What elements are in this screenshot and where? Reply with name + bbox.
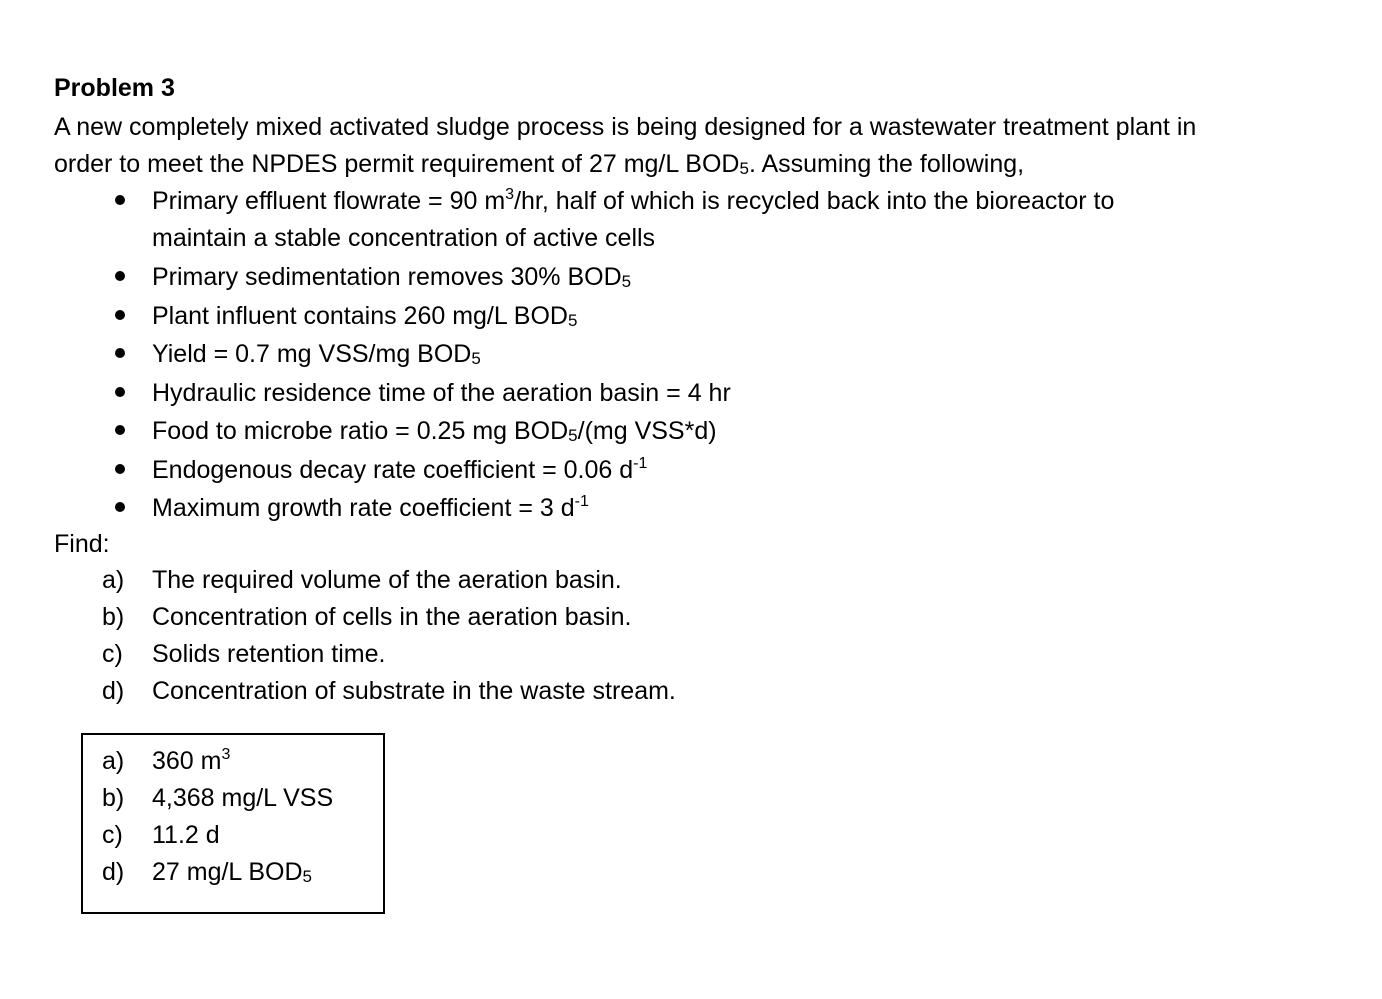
answer-value: 4,368 mg/L VSS xyxy=(152,784,334,812)
bullet-icon xyxy=(115,195,125,205)
answer-item-marker: a) xyxy=(102,747,125,775)
assumption-text xyxy=(152,375,731,412)
assumption-item xyxy=(0,336,1382,375)
bullet-icon xyxy=(115,387,125,397)
intro-line-2-subscript: 5 xyxy=(739,159,749,178)
assumption-text-line2: maintain a stable concentration of active cells xyxy=(152,224,656,252)
find-item-marker: c) xyxy=(102,640,123,668)
assumption-item xyxy=(0,183,1382,259)
assumption-text-main: Primary sedimentation removes 30% BOD xyxy=(152,263,622,291)
assumption-text-main: Food to microbe ratio = 0.25 mg BOD xyxy=(152,417,569,445)
assumption-item xyxy=(0,259,1382,298)
answer-superscript: 3 xyxy=(221,746,231,763)
find-item xyxy=(0,601,1382,638)
assumption-text-main: Plant influent contains 260 mg/L BOD xyxy=(152,301,568,330)
assumption-text-main: Yield = 0.7 mg VSS/mg BOD xyxy=(152,340,472,368)
find-list xyxy=(0,564,1382,712)
answer-item-marker: d) xyxy=(102,858,125,886)
bullet-icon xyxy=(115,348,125,358)
assumption-text-main: Endogenous decay rate coefficient = 0.06 d xyxy=(152,455,634,484)
assumption-text-tail: /(mg VSS*d) xyxy=(577,417,717,445)
assumption-text xyxy=(152,183,1114,257)
bullet-icon xyxy=(115,464,125,474)
intro-line-2-text: order to meet the NPDES permit requirement of 27 mg/L BOD xyxy=(54,150,740,178)
answer-item xyxy=(83,745,383,782)
answer-item-text xyxy=(152,819,220,851)
find-item-marker: a) xyxy=(102,566,125,594)
assumption-text xyxy=(152,336,481,373)
bullet-icon xyxy=(115,271,125,281)
problem-title: Problem 3 xyxy=(54,74,175,102)
find-item-text: Concentration of cells in the aeration basin. xyxy=(152,603,632,631)
find-item-text: Concentration of substrate in the waste stream. xyxy=(152,677,676,705)
find-item-marker: b) xyxy=(102,603,125,631)
answer-value: 27 mg/L BOD xyxy=(152,858,303,886)
find-label: Find: xyxy=(54,530,110,558)
answer-item-text xyxy=(152,745,230,777)
find-item-text: Solids retention time. xyxy=(152,640,386,668)
answer-item-marker: c) xyxy=(102,821,123,849)
answer-item-marker: b) xyxy=(102,784,125,812)
assumption-subscript: 5 xyxy=(567,310,578,330)
answer-item xyxy=(83,856,383,893)
answer-value: 360 m xyxy=(152,747,222,775)
assumption-text-main: Maximum growth rate coefficient = 3 d xyxy=(152,494,575,522)
answer-box xyxy=(81,733,385,914)
assumption-subscript: 5 xyxy=(568,426,578,445)
assumption-text-main: Hydraulic residence time of the aeration basin = 4 hr xyxy=(152,378,731,407)
find-item-text: The required volume of the aeration basin. xyxy=(152,566,622,594)
assumption-item xyxy=(0,413,1382,452)
answer-value: 11.2 d xyxy=(152,821,220,849)
bullet-icon xyxy=(115,310,125,320)
answer-item xyxy=(83,819,383,856)
assumption-text xyxy=(152,259,631,296)
assumption-superscript: -1 xyxy=(574,493,589,510)
find-item xyxy=(0,675,1382,712)
assumption-subscript: 5 xyxy=(621,272,632,291)
answer-item-text xyxy=(152,782,333,814)
intro-line-2-tail: . Assuming the following, xyxy=(748,150,1025,178)
intro-line-1: A new completely mixed activated sludge process is being designed for a wastewater treatment plant in xyxy=(54,113,1197,141)
find-item-marker: d) xyxy=(102,677,125,705)
assumption-text xyxy=(152,490,589,527)
answer-subscript: 5 xyxy=(302,867,312,886)
assumption-text-tail: /hr, half of which is recycled back into the bioreactor to xyxy=(514,187,1115,215)
assumption-superscript: -1 xyxy=(633,454,648,472)
intro-line-2 xyxy=(54,146,1354,183)
assumption-text xyxy=(152,413,717,450)
answer-item-text xyxy=(152,856,312,888)
find-item xyxy=(0,564,1382,601)
problem-intro xyxy=(54,109,1354,183)
assumption-subscript: 5 xyxy=(471,349,481,368)
answer-item xyxy=(83,782,383,819)
assumption-text xyxy=(152,452,647,489)
bullet-icon xyxy=(115,425,125,435)
assumption-text xyxy=(152,298,577,335)
assumption-item xyxy=(0,452,1382,491)
answer-list xyxy=(83,745,383,893)
find-item xyxy=(0,638,1382,675)
assumption-item xyxy=(0,298,1382,337)
bullet-icon xyxy=(115,502,125,512)
assumptions-list xyxy=(0,183,1382,529)
assumption-text-main: Primary effluent flowrate = 90 m xyxy=(152,187,506,215)
assumption-item xyxy=(0,490,1382,529)
assumption-superscript: 3 xyxy=(505,186,515,203)
assumption-item xyxy=(0,375,1382,414)
